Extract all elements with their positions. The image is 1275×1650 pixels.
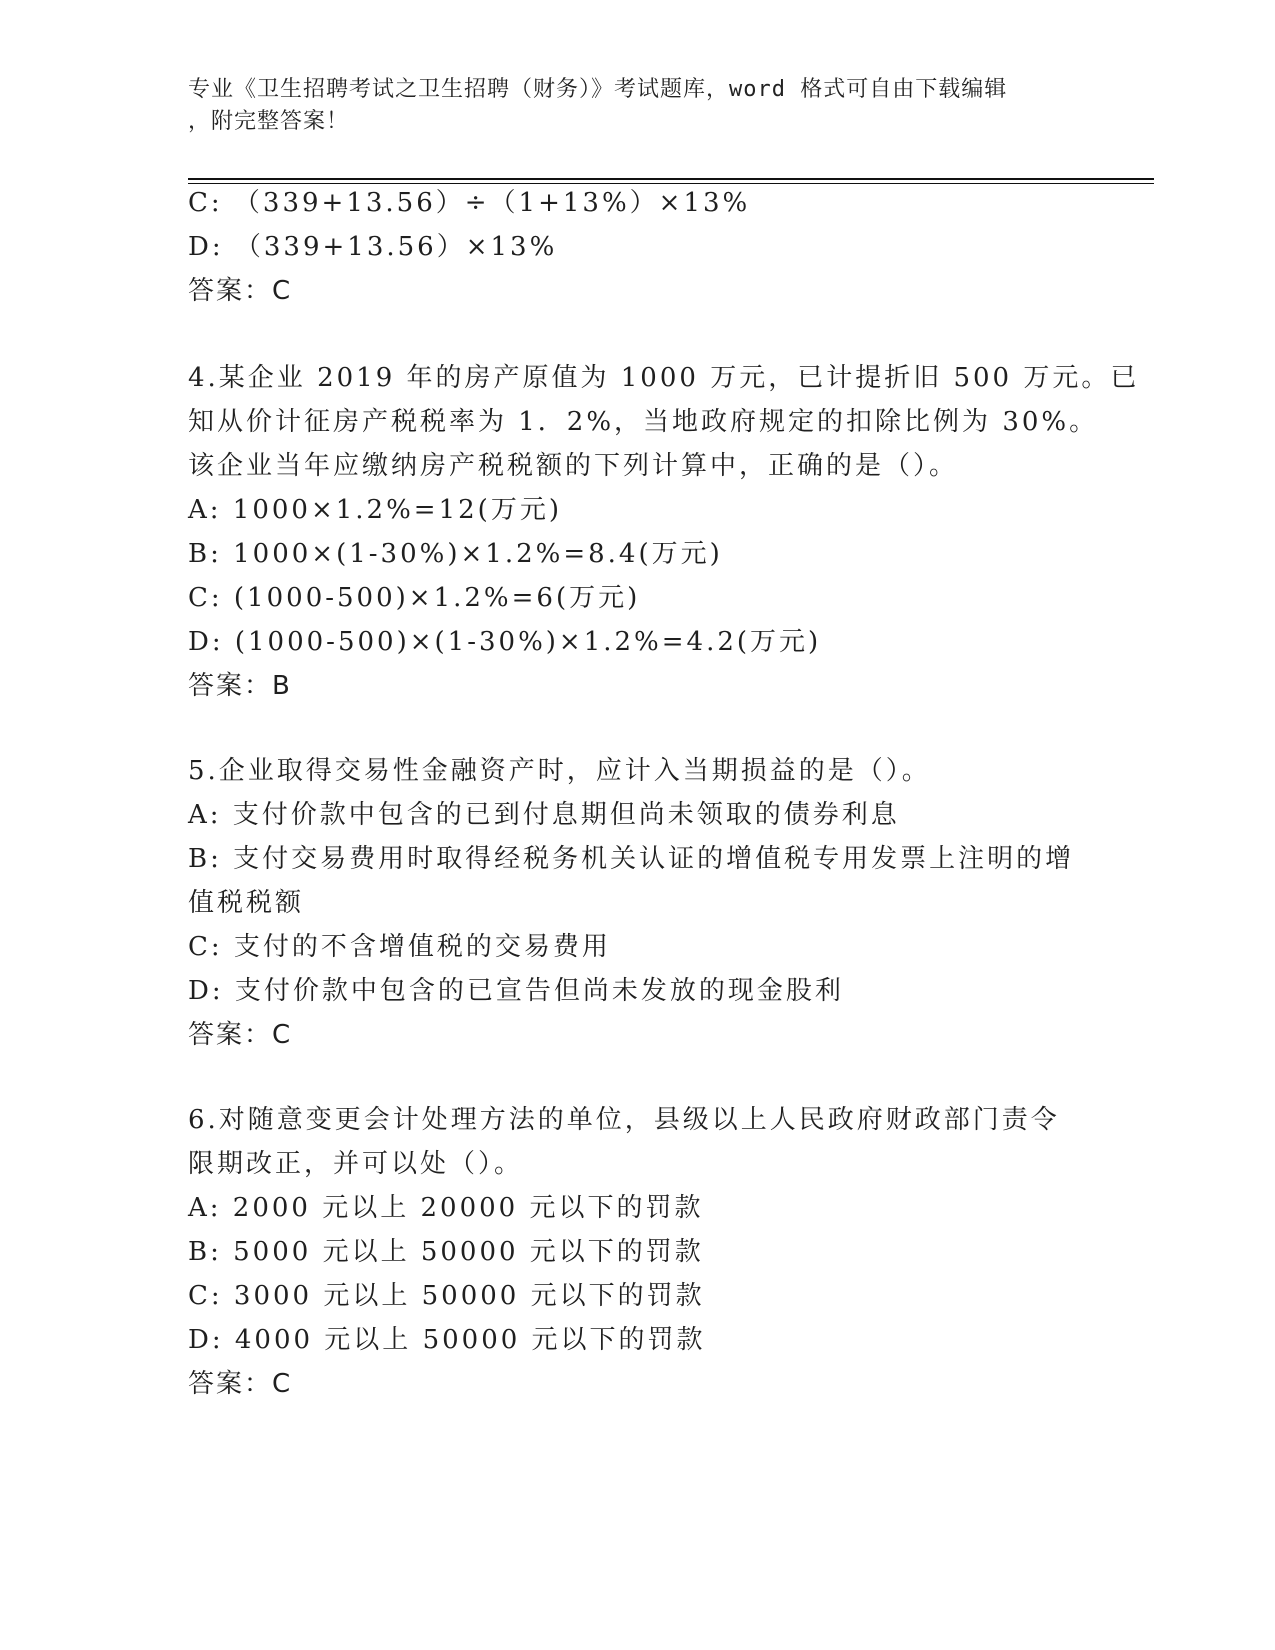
- q4-option-c: C: (1000-500)×1.2%=6(万元): [188, 583, 641, 613]
- q5-option-b-line-1: B: 支付交易费用时取得经税务机关认证的增值税专用发票上注明的增: [188, 844, 1075, 874]
- q4-option-b: B: 1000×(1-30%)×1.2%=8.4(万元): [188, 539, 723, 569]
- header-divider-thin: [188, 183, 1154, 184]
- q4-stem-line-2: 知从价计征房产税税率为 1．2%，当地政府规定的扣除比例为 30%。: [188, 407, 1099, 437]
- header-line-2: ，附完整答案！: [188, 109, 350, 134]
- q4-stem-line-3: 该企业当年应缴纳房产税税额的下列计算中，正确的是（）。: [188, 451, 959, 481]
- q6-stem-line-1: 6.对随意变更会计处理方法的单位，县级以上人民政府财政部门责令: [188, 1105, 1060, 1135]
- q3-option-d: D: （339+13.56）×13%: [188, 232, 558, 262]
- q5-answer: 答案：C: [188, 1020, 293, 1050]
- q4-answer: 答案：B: [188, 671, 292, 701]
- q6-option-b: B: 5000 元以上 50000 元以下的罚款: [188, 1237, 704, 1267]
- q5-option-c: C: 支付的不含增值税的交易费用: [188, 932, 611, 962]
- q3-answer: 答案：C: [188, 276, 293, 306]
- q6-option-a: A: 2000 元以上 20000 元以下的罚款: [188, 1193, 704, 1223]
- q4-option-a: A: 1000×1.2%=12(万元): [188, 495, 562, 525]
- header-divider-thick: [188, 178, 1154, 180]
- q6-stem-line-2: 限期改正，并可以处（）。: [188, 1149, 524, 1179]
- q6-option-c: C: 3000 元以上 50000 元以下的罚款: [188, 1281, 705, 1311]
- document-header: [188, 74, 1078, 138]
- q6-option-d: D: 4000 元以上 50000 元以下的罚款: [188, 1325, 706, 1355]
- q4-stem-line-1: 4.某企业 2019 年的房产原值为 1000 万元，已计提折旧 500 万元。已: [188, 363, 1140, 393]
- q4-option-d: D: (1000-500)×(1-30%)×1.2%=4.2(万元): [188, 627, 822, 657]
- q5-option-a: A: 支付价款中包含的已到付息期但尚未领取的债券利息: [188, 800, 900, 830]
- header-line-1: 专业《卫生招聘考试之卫生招聘（财务）》考试题库，word 格式可自由下载编辑: [188, 77, 1008, 102]
- q6-answer: 答案：C: [188, 1369, 293, 1399]
- q5-option-d: D: 支付价款中包含的已宣告但尚未发放的现金股利: [188, 976, 844, 1006]
- q5-stem-line-1: 5.企业取得交易性金融资产时，应计入当期损益的是（）。: [188, 756, 931, 786]
- q3-option-c: C: （339+13.56）÷（1+13%）×13%: [188, 188, 751, 218]
- q5-option-b-line-2: 值税税额: [188, 888, 305, 918]
